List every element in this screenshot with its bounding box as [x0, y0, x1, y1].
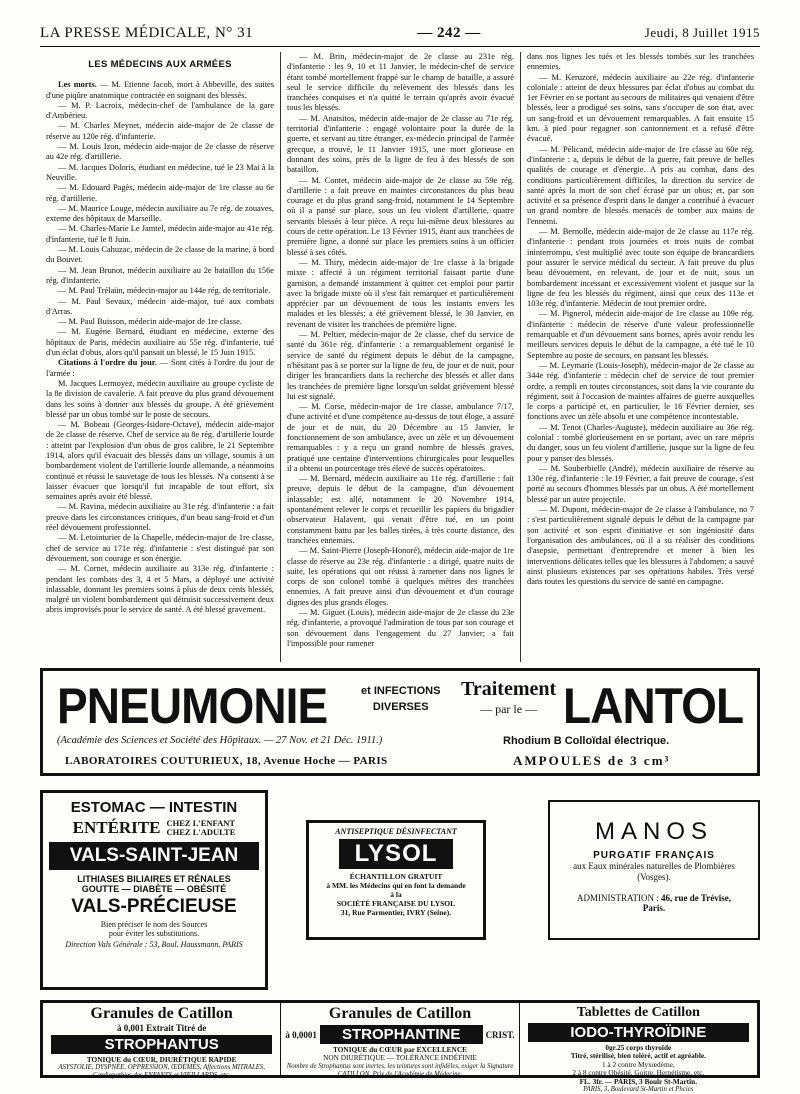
morts-label: Les morts. [58, 80, 97, 90]
column-3 [520, 52, 760, 662]
paragraph: — M. Brin, médecin-major de 2e classe au 231e rég. d'infanterie : les 9, 10 et 11 Janvier, le médecin-chef de service étant tombé mortellement frappé sur le champ de bataille, a assuré seul le service difficile du relèvement des blessés dans les tranchées conquises et n'a quitté le terrain qu'après avoir évacué tous les blessés. [287, 52, 514, 113]
paragraph: — M. Louis Izon, médecin aide-major de 2e classe de réserve au 42e rég. d'artillerie. [46, 142, 274, 162]
vals-precieuse-heading: VALS-PRÉCIEUSE [71, 896, 237, 917]
pneumonie-heading: PNEUMONIE [57, 678, 328, 734]
column-1 [40, 52, 280, 662]
paragraph: — M. Corse, médecin-major de 1re classe, ambulance 7/17, d'une activité et d'une compétence au-dessus de tout éloge, a assuré de jour et de nuit, du 20 Décembre au 15 Janvier, le fonctionnement de son ambulance, avec un zèle et un dévouement remarquables : y a reçu un grand nombre de blessés graves, pratiqué une centaine d'interventions chirurgicales pour lesquelles il a obtenu un pourcentage très élevé de succès opératoires. [287, 402, 514, 473]
page-number: — 242 — [417, 24, 481, 41]
iodo-thyroidine-panel: Tablettes de Catillon IODO-THYROÏDINE 0gr.25 corps thyroïde Titré, stérilisé, bien toléré, actif et agréable. 1 à 2 contre Myxœdème, 2 à 8 contre Obésité, Goitre, Herpétisme, etc. FL. 3fr. — PARIS, 3 Boulr St-Martin. PARIS, 3, Boulevard St-Martin et Phcies [519, 1003, 757, 1075]
academie-note: (Académie des Sciences et Société des Hôpitaux. — 27 Nov. et 21 Déc. 1911.) [57, 735, 383, 746]
paragraph: M. Jacques Lermoyez, médecin auxiliaire au groupe cycliste de la 8e division de cavalerie. A fait preuve du plus grand dévouement dans les soins à donner aux blessés du groupe. A été grièvement blessé par un obus tombé sur le poste de secours. [46, 378, 274, 419]
paragraph: — M. Jean Brunot, médecin auxiliaire au 2e bataillon du 156e rég. d'infanterie. [46, 265, 274, 285]
paragraph: — M. Leymarie (Louis-Joseph), médecin-major de 2e classe au 344e rég. d'infanterie : médecin chef de service de tout premier ordre, a rempli en toutes circonstances, soit dans la vie courante du régiment, soit à l'occasion de maintes affaires de guerre auxquelles le corps a participé et, en particulier, le 16 Février dernier, ses fonctions avec un zèle absolu et une compétence incontestable. [527, 360, 754, 422]
paragraph: — M. Eugène Bernard, étudiant en médecine, externe des hôpitaux de Paris, médecin auxiliaire au 55e rég. d'infanterie, tué d'un éclat d'obus, alors qu'il pansait un blessé, le 15 Juin 1915. [46, 327, 274, 358]
paragraph: — M. Souberbielle (André), médecin auxiliaire de réserve au 130e rég. d'infanterie : le 19 Février, a fait preuve de courage, s'est porté au secours d'hommes blessés par un obus. A été mortellement blessé par un autre projectile. [527, 463, 754, 504]
vals-saint-jean-band: VALS-SAINT-JEAN [49, 842, 259, 870]
paragraph: — M. Tenot (Charles-Auguste), médecin auxiliaire au 36e rég. colonial : tombé glorieusement en se portant, avec un rare mépris du danger, sous un feu violent d'artillerie, jusque sur la ligne de feu pour y panser des blessés. [527, 422, 754, 463]
strophantine-panel: Granules de Catillon à 0,0001 STROPHANTINE CRIST. TONIQUE du CŒUR par EXCELLENCE NON DIURÉTIQUE — TOLÉRANCE INDÉFINIE Nombre de Strophantus sont inertes, les teintures sont infidèles, exiger la Signature CATILLON, Prix de l'Académie de Médecine. [280, 1003, 518, 1075]
laboratoires-address: LABORATOIRES COUTURIEUX, 18, Avenue Hoche — PARIS [65, 755, 388, 767]
citations-label: Citations à l'ordre du jour. [58, 358, 157, 368]
paragraph: — M. Ravina, médecin auxiliaire au 31e rég. d'infanterie : a fait preuve dans les circonstances critiques, d'un beau sang-froid et d'un réel dévouement professionnel. [46, 502, 274, 533]
paragraph: — M. Paul Trélaün, médecin-major au 144e rég. de territoriale. [58, 286, 271, 296]
paragraph: — M. Bernard, médecin auxiliaire au 11e rég. d'artillerie : fait preuve, depuis le début de la campagne, d'un dévouement inlassable; est allé, notamment le 20 Novembre 1914, spontanément relever le corps et recueillir les papiers du brigadier observateur Halavent, qui venait d'être tué, en un point constamment battu par les balles tirées, à très courte distance, des tranchées ennemies. [287, 474, 514, 545]
paragraph: Les morts. — M. Etienne Jacob, mort à Abbeville, des suites d'une piqûre anatomique contractée en soignant des blessés. [46, 80, 274, 100]
paragraph: — M. Keruzoré, médecin auxiliaire au 22e rég. d'infanterie coloniale : atteint de deux blessures par éclat d'obus au combat du 1er Février en se portant au secours de militaires qui venaient d'être blessés, leur a prodigué ses soins, sans s'occuper de son état, avec un sang-froid et un dévouement remarquables. A fait ensuite 15 km. à pied pour regagner son cantonnement et a refusé d'être évacué. [527, 72, 754, 144]
manos-ad: MANOS PURGATIF FRANÇAIS aux Eaux minérales naturelles de Plombières (Vosges). ADMINISTRATION : 46, rue de Trévise, Paris. [548, 800, 760, 940]
pneumonie-lantol-ad [40, 668, 760, 776]
paragraph: — M. Peltier, médecin-major de 2e classe, chef du service de santé du 361e rég. d'infanterie : a remarquablement organisé le service de santé du régiment depuis le début de la campagne, n'hésitant pas à se porter sur la ligne de feu, de jour et de nuit, pour diriger les brancardiers dans la recherche des blessés et aller dans les tranchées de première ligne lorsqu'un soldat grièvement blessé lui est signalé. [287, 330, 514, 401]
strophantus-panel: Granules de Catillon à 0,001 Extrait Titré de STROPHANTUS TONIQUE du CŒUR, DIURÉTIQUE RAPIDE ASYSTOLIE, DYSPNÉE, OPPRESSION, ŒDÈMES, Affections MITRALES, Cardiopathies des ENFANTS et VIEILLARDS, etc. [43, 1003, 280, 1075]
vals-ad: ESTOMAC — INTESTIN ENTÉRITE CHEZ L'ENFANT CHEZ L'ADULTE VALS-SAINT-JEAN LITHIASES BILIAIRES ET RÉNALES GOUTTE — DIABÈTE — OBÉSITÉ VALS-PRÉCIEUSE Bien préciser le nom des Sources pour éviter les substitutions. Direction Vals Générale : 53, Boul. Haussmann, PARIS [40, 790, 268, 990]
paragraph: — M. Paul Buisson, médecin aide-major de 1re classe. [58, 317, 242, 327]
paragraph: — M. Charles-Marie Le Jamtel, médecin aide-major au 41e rég. d'infanterie, tué le 8 Juin. [46, 224, 274, 244]
journal-title: LA PRESSE MÉDICALE, N° 31 [40, 24, 254, 41]
catillon-ad [40, 1000, 760, 1094]
paragraph: dans nos lignes les tués et les blessés tombés sur les tranchées ennemies. [527, 52, 754, 72]
paragraph: — M. Bobeau (Georges-Isidore-Octave), médecin aide-major de 2e classe de réserve. Chef de service au 8e rég. d'artillerie lourde : atteint par l'explosion d'un obus de gros calibre, le 21 Septembre 1914, alors qu'il évacuait des blessés dans un village, soumis à un bombardement violent de l'artillerie lourde allemande, a néanmoins continué et réussi le sauvetage de tous les blessés. N'a consenti à se laisser évacuer que lorsqu'il fut incapable de tout effort, six semaines après avoir été blessé. [46, 420, 274, 502]
paragraph: — M. Pignerol, médecin aide-major de 1re classe au 109e rég. d'infanterie : médecin de réserve d'une valeur professionnelle remarquable et d'un dévouement sans bornes, après avoir rendu les meilleurs services depuis le début de la campagne, a été tué le 10 Septembre au poste de secours, en pansant les blessés. [527, 309, 754, 360]
paragraph: — M. Pélicand, médecin aide-major de 1re classe au 60e rég. d'infanterie : a, depuis le début de la guerre, fait preuve de belles qualités de courage et d'énergie. A pris au combat, dans des conditions particulièrement difficiles, la direction du service de santé après la mort de son chef écrasé par un obus; et, par son activité et sa présence d'esprit dans le danger a contribué à évacuer un grand nombre de blessés menacés de tomber aux mains de l'ennemi. [527, 144, 754, 226]
paragraph: — M. Dupont, médecin-major de 2e classe à l'ambulance, no 7 : s'est particulièrement signalé depuis le début de la campagne par son activité et son esprit d'initiative et son ingéniosité dans l'organisation des ambulances, où il a su réaliser des conditions d'asepsie, permettant d'entreprendre et mener à bien les interventions délicates telles que les blessures à l'abdomen; a sauvé ainsi plusieurs existences par ses opérations habiles. Très versé dans toutes les questions du service de santé en campagne. [527, 505, 754, 587]
enterite-heading: ENTÉRITE [72, 818, 161, 837]
lysol-ad: ANTISEPTIQUE DÉSINFECTANT LYSOL ÉCHANTILLON GRATUIT à MM. les Médecins qui en font la demande à la SOCIÉTÉ FRANÇAISE DU LYSOL 31, Rue Parmentier, IVRY (Seine). [306, 820, 486, 940]
paragraph: — M. Giguet (Louis), médecin aide-major de 2e classe du 23e rég. d'infanterie, a provoqué l'admiration de tous par son courage et son dévouement dans l'engagement du 27 Janvier; a fait l'impossible pour ramener [287, 608, 514, 648]
paragraph: — M. Paul Sevaux, médecin aide-major, tué aux combats d'Arras. [46, 296, 274, 316]
paragraph: — M. Cornet, médecin auxiliaire au 313e rég. d'infanterie : pendant les combats des 3, 4 et 5 Mars, a déployé une activité inlassable, donnant les premiers soins à plus de deux cents blessés, malgré un violent bombardement qui détruisit successivement deux abris improvisés pour le service de santé. A été blessé gravement. [46, 564, 274, 615]
paragraph: — M. Letointurier de la Chapelle, médecin-major de 1re classe, chef de service au 171e rég. d'infanterie : s'est distingué par son dévouement, son courage et son énergie. [46, 533, 274, 563]
lysol-band: LYSOL [339, 839, 453, 869]
header-rule [40, 46, 760, 47]
article-columns [40, 52, 760, 662]
paragraph: — M. Charles Meynet, médecin aide-major de 2e classe de réserve au 120e rég. d'infanterie. [46, 121, 274, 141]
manos-heading: MANOS [594, 818, 713, 845]
paragraph: — M. Louis Cahuzac, médecin de 2e classe de la marine, à bord du Bouvet. [46, 245, 274, 265]
rhodium-note: Rhodium B Colloïdal électrique. [503, 735, 670, 747]
paragraph: — M. Anatsitos, médecin aide-major de 2e classe au 71e rég. territorial d'infanterie : engagé volontaire pour la durée de la guerre, et servant au titre étranger, ex-médecin principal de l'armée grecque, a trouvé, le 11 Janvier 1915, une mort glorieuse en donnant des soins, près de la ligne de feu à des blessés de son bataillon. [287, 113, 514, 175]
paragraph: — M. Maurice Louge, médecin auxiliaire au 7e rég. de zouaves, externe des hôpitaux de Marseille. [46, 203, 274, 224]
issue-date: Jeudi, 8 Juillet 1915 [644, 25, 760, 40]
lantol-heading: LANTOL [563, 678, 744, 734]
paragraph: Citations à l'ordre du jour. — Sont cités à l'ordre du jour de l'armée : [46, 358, 275, 378]
traitement-label: Traitement — par le — [461, 678, 557, 716]
paragraph: — M. Edouard Pagès, médecin aide-major de 1re classe au 6e rég. d'artillerie. [46, 183, 274, 203]
section-title: LES MÉDECINS AUX ARMÉES [88, 59, 232, 70]
estomac-heading: ESTOMAC — INTESTIN [70, 799, 238, 816]
ampoules-note: AMPOULES de 3 cm³ [513, 753, 671, 768]
paragraph: — M. Jacques Doloris, étudiant en médecine, tué le 23 Mai à la Neuville. [46, 162, 274, 182]
column-2 [280, 52, 520, 662]
paragraph: — M. P. Lacroix, médecin-chef de l'ambulance de la gare d'Ambérieu. [46, 100, 274, 121]
paragraph: — M. Contet, médecin aide-major de 2e classe au 59e rég. d'artillerie : a fait preuve en maintes circonstances du plus beau courage et du plus grand sang-froid, notamment le 14 Septembre où il a pansé sur place, sous un feu violent d'artillerie, quatre servants blessés à leur pièce. A reçu lui-même deux blessures au cours de cette opération. Le 13 Février 1915, étant aux tranchées de première ligne, a donné sur place les premiers soins à un officier blessé à ses côtés. [287, 175, 514, 257]
paragraph: — M. Saint-Pierre (Joseph-Honoré), médecin aide-major de 1re classe de réserve au 23e rég. d'infanterie : a dirigé, quatre nuits de suite, les opérations qui ont réussi à ramener dans nos lignes le corps de son colonel tombé à quelques mètres des tranchées ennemies. A fait preuve ainsi d'un dévouement et d'un courage dignes des plus grands éloges. [287, 546, 514, 607]
paragraph: — M. Thiry, médecin aide-major de 1re classe à la brigade mixte : affecté à un régiment territorial faisant partie d'une garnison, a demandé instamment à quitter cet emploi pour partir avec la brigade mixte où il s'est fait remarquer et particulièrement apprécier par un dévouement de tous les instants envers les malades et les blessés; a été grièvement blessé, le 30 Janvier, en revenant de visiter les tranchées de première ligne. [287, 257, 514, 329]
paragraph: — M. Bernolle, médecin aide-major de 2e classe au 117e rég. d'infanterie : pendant trois journées et trois nuits de combat ininterrompu, s'est multiplié avec toute son équipe de brancardiers pour assurer le service médical du secteur. A fait preuve du plus beau dévouement, en relevant, de jour et de nuit, sous un bombardement incessant et excessivement violent et jusque sur la ligne de feu les blessés du régiment, ainsi que ceux des 113e et 103e rég. d'infanterie. Médecin de tout premier ordre. [527, 227, 754, 309]
page-header [40, 22, 760, 44]
infections-label: et INFECTIONS DIVERSES [361, 685, 441, 713]
